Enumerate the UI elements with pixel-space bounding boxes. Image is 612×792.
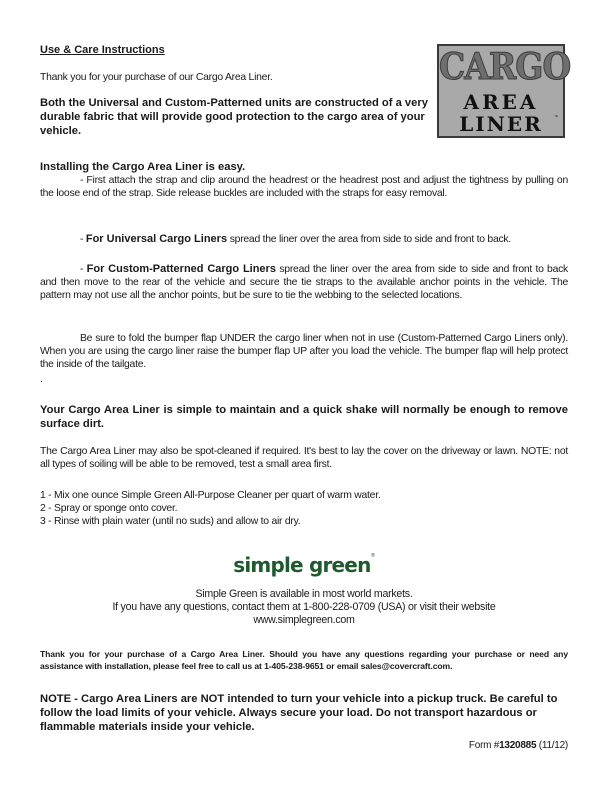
universal-text: spread the liner over the area from side to side and front to back. — [227, 234, 511, 245]
install-custom — [40, 262, 568, 302]
cleaning-step: 2 - Spray or sponge onto cover. — [40, 503, 178, 514]
install-universal — [40, 232, 568, 246]
universal-prefix: - — [80, 234, 86, 245]
cleaning-step: 3 - Rinse with plain water (until no suds) and allow to air dry. — [40, 516, 301, 527]
stray-dot: . — [40, 374, 43, 385]
form-prefix: Form # — [468, 740, 500, 751]
logo-area-text: AREA — [463, 90, 539, 114]
note-paragraph: NOTE - Cargo Area Liners are NOT intended to turn your vehicle into a pickup truck. Be careful to follow the load limits of your vehicle. Always secure your load. Do not transport hazardous or flammable materials inside your vehicle. — [40, 693, 558, 733]
form-number — [469, 739, 568, 752]
custom-bold: For Custom-Patterned Cargo Liners — [86, 263, 276, 275]
contact-paragraph: Thank you for your purchase of a Cargo Area Liner. Should you have any questions regarding your purchase or need any assistance with installation, please feel free to call us at 1-405-238-9651 or email sales@covercraft.com. — [40, 649, 568, 671]
spot-clean-paragraph: The Cargo Area Liner may also be spot-cleaned if required. It's best to lay the cover on the driveway or lawn. NOTE: not all types of soiling will be able to be removed, test a small area first. — [40, 446, 568, 470]
form-date: (11/12) — [536, 740, 568, 751]
logo-cargo-text: CARGO — [439, 45, 571, 88]
simple-green-info — [40, 588, 568, 627]
cleaning-step: 1 - Mix one ounce Simple Green All-Purpose Cleaner per quart of warm water. — [40, 490, 381, 501]
custom-text: spread the liner over the area from side to side and front to back and then move to the rear of the vehicle and secure the tie straps to the available anchor points in the vehicle. The pattern may not use all the anchor points, but be sure to tie the webbing to the selected locations. — [40, 264, 568, 301]
form-number-value: 1320885 — [499, 740, 537, 751]
cargo-area-liner-logo — [437, 44, 571, 138]
simple-green-line2: If you have any questions, contact them at 1-800-228-0709 (USA) or visit their website — [112, 601, 496, 613]
intro-bold: Both the Universal and Custom-Patterned units are constructed of a very durable fabric that will provide good protection to the cargo area of your vehicle. — [40, 97, 428, 137]
registered-mark: ® — [370, 553, 375, 559]
page-title: Use & Care Instructions — [40, 44, 165, 56]
custom-prefix: - — [80, 264, 87, 275]
installing-heading: Installing the Cargo Area Liner is easy. — [40, 161, 246, 173]
simple-green-logo — [40, 553, 568, 577]
simple-green-website[interactable]: www.simplegreen.com — [253, 614, 355, 626]
thanks-intro: Thank you for your purchase of our Cargo Area Liner. — [40, 72, 273, 83]
bumper-flap-paragraph: Be sure to fold the bumper flap UNDER the cargo liner when not in use (Custom-Patterned Cargo Liners only). When you are using the cargo liner raise the bumper flap UP after you load the vehicle. The bumper flap will help protect the inside of the tailgate. — [40, 333, 568, 370]
simple-green-logo-text: simple green — [233, 553, 371, 577]
universal-bold: For Universal Cargo Liners — [85, 233, 228, 245]
maintain-heading: Your Cargo Area Liner is simple to maintain and a quick shake will normally be enough to remove surface dirt. — [40, 404, 568, 430]
cleaning-steps — [40, 489, 568, 528]
simple-green-line1: Simple Green is available in most world markets. — [195, 588, 413, 600]
logo-liner-text: LINER — [459, 112, 543, 136]
install-step-strap: - First attach the strap and clip around the headrest or the headrest post and adjust the tightness by pulling on the loose end of the strap. Side release buckles are included with the straps for easy removal. — [40, 175, 568, 199]
logo-trademark: ™ — [554, 114, 558, 119]
